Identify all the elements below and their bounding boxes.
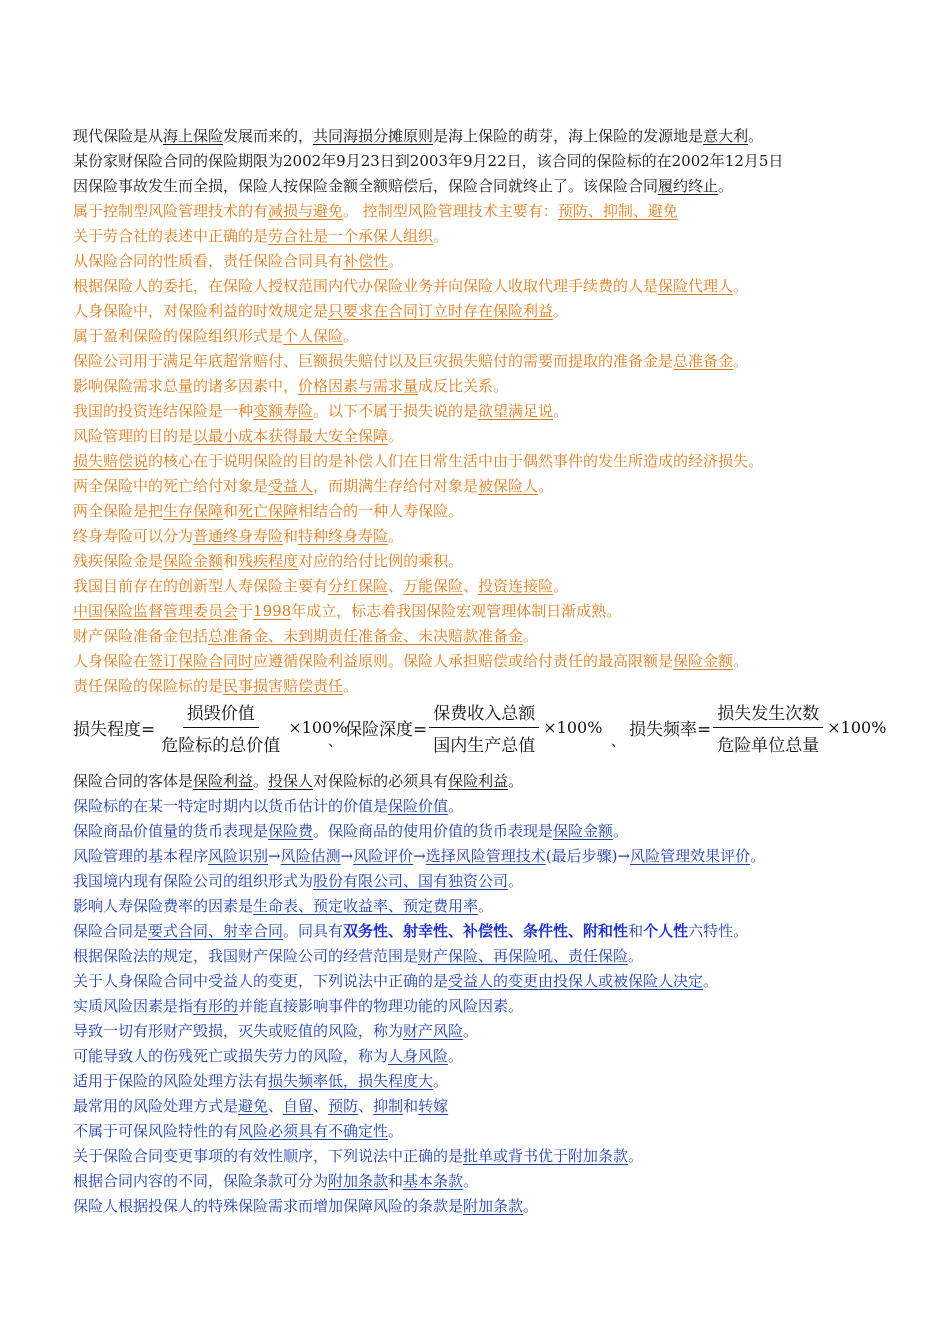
text-run: 我国目前存在的创新型人寿保险主要有 <box>73 577 329 595</box>
answer-term: 风险必须具有不确定性 <box>238 1122 389 1140</box>
text-run: (最后步骤)→ <box>545 847 631 865</box>
answer-term: 个人保险 <box>283 327 344 345</box>
text-run: 、 <box>313 1097 329 1115</box>
denominator: 危险标的总价值 <box>161 735 281 756</box>
text-run: 。 <box>463 1172 479 1190</box>
fraction <box>713 699 823 756</box>
text-run: 。 <box>433 1072 449 1090</box>
answer-term: 普通终身寿险 <box>193 527 284 545</box>
answer-term: 批单或背书优于附加条款 <box>463 1147 629 1165</box>
text-line <box>73 574 883 599</box>
text-line <box>73 474 883 499</box>
text-line <box>73 1169 883 1194</box>
answer-term: 保险金额 <box>673 652 734 670</box>
bold-term: 双务性、射幸性、补偿性、条件性、附和性 <box>343 922 629 940</box>
answer-term: 保险费 <box>268 822 314 840</box>
text-run: 对应的给付比例的乘积。 <box>298 552 464 570</box>
loss-frequency-formula <box>629 701 887 756</box>
text-line <box>73 894 883 919</box>
answer-term: 海上保险 <box>163 127 224 145</box>
text-run: 于 <box>238 602 254 620</box>
answer-term: 投保人 <box>268 772 314 790</box>
text-line <box>73 249 883 274</box>
text-run: 保险公司用于满足年底超常赔付、巨额损失赔付以及巨灾损失赔付的需要而提取的准备金是 <box>73 352 674 370</box>
text-line <box>73 844 883 869</box>
text-run: 从保险合同的性质看，责任保险合同具有 <box>73 252 344 270</box>
answer-term: 特种终身寿险 <box>298 527 389 545</box>
text-run: 。 <box>343 327 359 345</box>
text-run: 影响人寿保险费率的因素是 <box>73 897 254 915</box>
answer-term: 生命表、预定收益率、预定费用率 <box>253 897 479 915</box>
formula-name: 损失频率= <box>629 719 712 740</box>
text-line <box>73 624 883 649</box>
answer-term: 预防 <box>328 1097 359 1115</box>
text-run: 。保险商品的使用价值的货币表现是 <box>313 822 554 840</box>
bold-term: 个人性 <box>643 922 689 940</box>
text-run: 现代保险是从 <box>73 127 164 145</box>
answer-term: 人身风险 <box>388 1047 449 1065</box>
text-line <box>73 1094 883 1119</box>
text-run: 不属于可保风险特性的有 <box>73 1122 239 1140</box>
text-line <box>73 174 883 199</box>
text-line <box>73 524 883 549</box>
text-run: 。 <box>388 252 404 270</box>
separator: 、 <box>328 734 342 750</box>
answer-term: 风险识别 <box>208 847 269 865</box>
text-line <box>73 819 883 844</box>
text-run: 某份家财保险合同的保险期限为2002年9月23日到2003年9月22日，该合同的保险标的在2002年12月5日 <box>73 152 784 170</box>
text-run: 。同具有 <box>283 922 344 940</box>
text-run: 风险管理的基本程序 <box>73 847 209 865</box>
fraction <box>429 699 539 756</box>
text-run: 。 <box>523 627 539 645</box>
text-run: 属于控制型风险管理技术的有 <box>73 202 269 220</box>
answer-term: 签订保险合同时 <box>148 652 254 670</box>
text-run: 。 <box>553 302 569 320</box>
answer-term: 生存保障 <box>163 502 224 520</box>
text-run: 年成立，标志着我国保险宏观管理体制日渐成熟。 <box>291 602 622 620</box>
text-line <box>73 649 883 674</box>
answer-term: 被保险人 <box>478 477 539 495</box>
text-run: 。 <box>628 1147 644 1165</box>
text-run: 属于盈利保险的保险组织形式是 <box>73 327 284 345</box>
text-run: → <box>413 847 426 865</box>
text-run: 和 <box>388 1172 404 1190</box>
answer-term: 分红保险 <box>328 577 389 595</box>
text-run: 和 <box>223 552 239 570</box>
denominator: 国内生产总值 <box>433 735 536 756</box>
answer-term: 死亡保障 <box>238 502 299 520</box>
text-line <box>73 1119 883 1144</box>
text-run: 。 <box>523 1197 539 1215</box>
text-run: → <box>340 847 354 865</box>
text-run: 。 <box>718 177 734 195</box>
answer-term: 民事损害赔偿责任 <box>223 677 344 695</box>
text-line <box>73 599 883 624</box>
text-run: 两全保险中的死亡给付对象是 <box>73 477 269 495</box>
text-run: 。以下不属于损失说的是 <box>313 402 479 420</box>
answer-term: 损失频率低，损失程度大 <box>268 1072 434 1090</box>
text-run: 。 <box>508 772 524 790</box>
denominator: 危险单位总量 <box>717 735 820 756</box>
answer-term: 预防、抑制、避免 <box>557 202 678 220</box>
text-run: 。 <box>733 277 749 295</box>
text-run: 保险标的在某一特定时期内以货币估计的价值是 <box>73 797 389 815</box>
text-run: 。 <box>448 797 464 815</box>
orange-notes <box>73 199 883 699</box>
text-run: 是海上保险的萌芽，海上保险的发源地是 <box>433 127 704 145</box>
text-run: 。 <box>388 427 404 445</box>
answer-term: 转嫁 <box>418 1097 449 1115</box>
text-run: 和 <box>628 922 644 940</box>
text-run: 终身寿险可以分为 <box>73 527 194 545</box>
insurance-depth-formula <box>345 701 603 756</box>
text-line <box>73 1194 883 1219</box>
answer-term: 履约终止 <box>658 177 719 195</box>
text-run: 可能导致人的伤残死亡或损失劳力的风险，称为 <box>73 1047 389 1065</box>
text-line <box>73 449 883 474</box>
answer-term: 股份有限公司、国有独资公司 <box>313 872 509 890</box>
text-run: 根据保险人的委托，在保险人授权范围内代办保险业务并向保险人收取代理手续费的人是 <box>73 277 659 295</box>
text-line <box>73 994 883 1019</box>
text-run: 因保险事故发生而全损，保险人按保险金额全额赔偿后，保险合同就终止了。该保险合同 <box>73 177 659 195</box>
text-run: 。 <box>628 947 644 965</box>
answer-term: 保险价值 <box>388 797 449 815</box>
text-run: 。 <box>343 677 359 695</box>
text-line <box>73 374 883 399</box>
answer-term: 保险利益 <box>193 772 254 790</box>
answer-term: 1998 <box>253 602 292 620</box>
text-run: 保险合同的客体是 <box>73 772 194 790</box>
document-page <box>73 124 887 1219</box>
numerator: 损毁价值 <box>183 699 259 728</box>
answer-term: 抑制 <box>373 1097 404 1115</box>
answer-term: 风险管理效果评价 <box>630 847 751 865</box>
text-run: 我国的投资连结保险是一种 <box>73 402 254 420</box>
percent-factor: ×100% <box>288 717 348 737</box>
percent-factor: ×100% <box>827 717 887 737</box>
text-run: 。 <box>733 652 749 670</box>
text-run: 应遵循保险利益原则。保险人承担赔偿或给付责任的最高限额是 <box>253 652 674 670</box>
answer-term: 总准备金、未到期责任准备金、未决赔款准备金 <box>208 627 524 645</box>
formula-row <box>73 701 887 761</box>
text-line <box>73 399 883 424</box>
text-run: 。 <box>748 127 764 145</box>
fraction <box>157 699 284 756</box>
answer-term: 损失赔偿说 <box>73 452 149 470</box>
text-line <box>73 499 883 524</box>
text-run: 保险人根据投保人的特殊保险需求而增加保障风险的条款是 <box>73 1197 464 1215</box>
answer-term: 风险评价 <box>353 847 414 865</box>
text-run: 。 <box>750 847 766 865</box>
text-run: 。 <box>613 822 629 840</box>
answer-term: 基本条款 <box>403 1172 464 1190</box>
text-line <box>73 1144 883 1169</box>
text-line <box>73 424 883 449</box>
text-run: 和 <box>283 527 299 545</box>
text-line <box>73 919 883 944</box>
text-run: 保险商品价值量的货币表现是 <box>73 822 269 840</box>
text-run: 。 <box>478 897 494 915</box>
text-line <box>73 324 883 349</box>
text-run: 的核心在于说明保险的目的是补偿人们在日常生活中由于偶然事件的发生所造成的经济损失。 <box>148 452 764 470</box>
text-run: 、 <box>388 577 404 595</box>
text-run: 。 <box>508 872 524 890</box>
answer-term: 保险金额 <box>163 552 224 570</box>
answer-term: 总准备金 <box>673 352 734 370</box>
answer-term: 财产保险、再保险吼、责任保险 <box>418 947 629 965</box>
answer-term: 减损与避免 <box>268 202 344 220</box>
text-run: 保险合同是 <box>73 922 149 940</box>
answer-term: 劳合社是一个承保人组织 <box>268 227 434 245</box>
numerator: 保费收入总额 <box>429 699 539 728</box>
text-line <box>73 149 883 174</box>
answer-term: 中国保险监督管理委员会 <box>73 602 239 620</box>
text-run: 并能直接影响事件的物理功能的风险因素。 <box>238 997 524 1015</box>
answer-term: 以最小成本获得最大安全保障 <box>193 427 389 445</box>
answer-term: 保险利益 <box>448 772 509 790</box>
text-run: 残疾保险金是 <box>73 552 164 570</box>
text-run: 成反比关系。 <box>418 377 509 395</box>
text-line <box>73 199 883 224</box>
text-run: 人身保险在 <box>73 652 149 670</box>
text-run: 。 <box>733 352 749 370</box>
text-run: 财产保险准备金包括 <box>73 627 209 645</box>
text-line <box>73 869 883 894</box>
text-run: 导致一切有形财产毁损，灭失或贬值的风险，称为 <box>73 1022 404 1040</box>
text-run: 和 <box>403 1097 419 1115</box>
answer-term: 共同海损分摊原则 <box>313 127 434 145</box>
text-line <box>73 274 883 299</box>
text-run: 、 <box>463 577 479 595</box>
answer-term: 只要求在合同订立时存在保险利益 <box>328 302 554 320</box>
answer-term: 风险估测 <box>280 847 341 865</box>
text-run: 对保险标的必须具有 <box>313 772 449 790</box>
answer-term: 万能保险 <box>403 577 464 595</box>
text-run: 我国境内现有保险公司的组织形式为 <box>73 872 314 890</box>
answer-term: 要式合同、射幸合同 <box>148 922 284 940</box>
text-run: 。 <box>253 772 269 790</box>
answer-term: 价格因素与需求量 <box>298 377 419 395</box>
text-run: 。 <box>388 1122 404 1140</box>
text-line <box>73 299 883 324</box>
text-run: 。 <box>448 1047 464 1065</box>
text-run: 相结合的一种人寿保险。 <box>298 502 464 520</box>
answer-term: 意大利 <box>703 127 749 145</box>
text-run: 、 <box>268 1097 284 1115</box>
text-line <box>73 124 883 149</box>
answer-term: 财产风险 <box>403 1022 464 1040</box>
text-run: 根据合同内容的不同，保险条款可分为 <box>73 1172 329 1190</box>
text-run: 。 <box>703 972 719 990</box>
object-paragraph <box>73 769 883 794</box>
formula-name: 损失程度= <box>73 719 156 740</box>
answer-term: 自留 <box>283 1097 314 1115</box>
answer-term: 受益人的变更由投保人或被保险人决定 <box>448 972 704 990</box>
text-run: 关于劳合社的表述中正确的是 <box>73 227 269 245</box>
answer-term: 保险金额 <box>553 822 614 840</box>
text-run: 。 <box>538 477 554 495</box>
numerator: 损失发生次数 <box>713 699 823 728</box>
text-line <box>73 944 883 969</box>
text-line <box>73 1044 883 1069</box>
answer-term: 欲望满足说 <box>478 402 554 420</box>
text-run: 关于人身保险合同中受益人的变更，下列说法中正确的是 <box>73 972 449 990</box>
text-run: 。 控制型风险管理技术主要有： <box>343 202 558 220</box>
formula-name: 保险深度= <box>345 719 428 740</box>
answer-term: 避免 <box>238 1097 269 1115</box>
text-line <box>73 1019 883 1044</box>
text-run: → <box>268 847 281 865</box>
text-run: ，而期满生存给付对象是 <box>313 477 479 495</box>
text-run: 两全保险是把 <box>73 502 164 520</box>
text-run: 影响保险需求总量的诸多因素中， <box>73 377 299 395</box>
text-run: 和 <box>223 502 239 520</box>
text-run: 。 <box>433 227 449 245</box>
answer-term: 附加条款 <box>463 1197 524 1215</box>
text-run: 适用于保险的风险处理方法有 <box>73 1072 269 1090</box>
answer-term: 选择风险管理技术 <box>425 847 546 865</box>
text-line <box>73 349 883 374</box>
answer-term: 补偿性 <box>343 252 389 270</box>
text-run: 、 <box>358 1097 374 1115</box>
text-line <box>73 769 883 794</box>
answer-term: 受益人 <box>268 477 314 495</box>
intro-paragraphs <box>73 124 883 199</box>
loss-severity-formula <box>73 701 348 756</box>
text-run: 六特性。 <box>688 922 749 940</box>
answer-term: 保险代理人 <box>658 277 734 295</box>
text-run: 。 <box>463 1022 479 1040</box>
percent-factor: ×100% <box>543 717 603 737</box>
text-line <box>73 674 883 699</box>
text-line <box>73 224 883 249</box>
answer-term: 有形的 <box>193 997 239 1015</box>
text-run: 发展而来的， <box>223 127 314 145</box>
answer-term: 残疾程度 <box>238 552 299 570</box>
text-run: 根据保险法的规定，我国财产保险公司的经营范围是 <box>73 947 419 965</box>
text-run: 最常用的风险处理方式是 <box>73 1097 239 1115</box>
blue-notes <box>73 794 883 1219</box>
text-line <box>73 549 883 574</box>
text-run: 关于保险合同变更事项的有效性顺序，下列说法中正确的是 <box>73 1147 464 1165</box>
text-run: 风险管理的目的是 <box>73 427 194 445</box>
answer-term: 投资连接险 <box>478 577 554 595</box>
text-line <box>73 1069 883 1094</box>
answer-term: 变额寿险 <box>253 402 314 420</box>
separator: 、 <box>611 734 625 750</box>
text-run: 。 <box>553 402 569 420</box>
text-run: 实质风险因素是指 <box>73 997 194 1015</box>
text-run: 。 <box>553 577 569 595</box>
text-run: 人身保险中，对保险利益的时效规定是 <box>73 302 329 320</box>
text-line <box>73 794 883 819</box>
answer-term: 附加条款 <box>328 1172 389 1190</box>
text-line <box>73 969 883 994</box>
text-run: 责任保险的保险标的是 <box>73 677 224 695</box>
text-run: 。 <box>388 527 404 545</box>
